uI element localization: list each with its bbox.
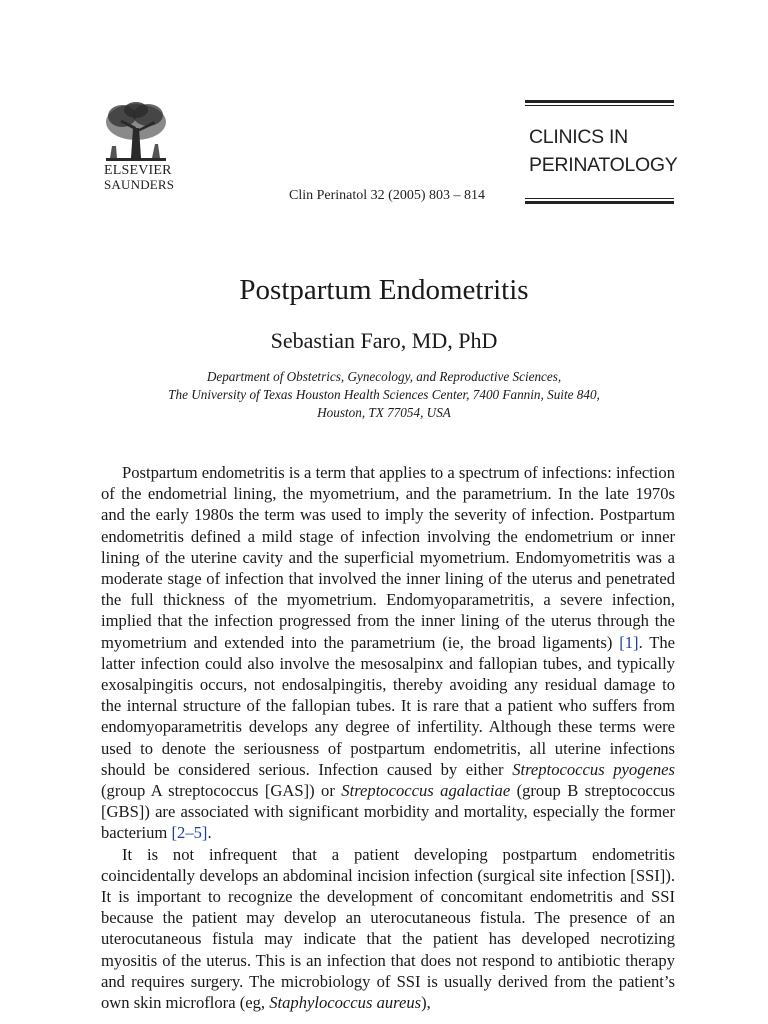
journal-masthead [525, 100, 678, 204]
species-name: Streptococcus pyogenes [512, 759, 675, 779]
text-run: . The latter infection could also involve the mesosalpinx and fallopian tubes, and typically exosalpingitis occurs, not endosalpingitis, thereby avoiding any residual damage to the internal structure of the fallopian tubes. It is rare that a patient who suffers from endomyoparametritis develops any degree of infertility. Although these terms were used to denote the seriousness of postpartum endometritis, all uterine infections should be considered serious. Infection caused by either [101, 632, 676, 779]
text-run: It is not infrequent that a patient developing postpartum endometritis coincidentally develops an abdominal incision infection (surgical site infection [SSI]). It is important to recognize the development of concomitant endometritis and SSI because the patient may develop an uterocutaneous fistula. The presence of an uterocutaneous fistula may indicate that the patient has developed necrotizing myositis of the uterus. This is an infection that does not respond to antibiotic therapy and requires surgery. The microbiology of SSI is usually derived from the patient’s own skin microflora (eg, [101, 844, 675, 1013]
text-run: Postpartum endometritis is a term that applies to a spectrum of infections: infection of the endometrial lining, the myometrium, and the parametrium. In the late 1970s and the early 1980s the term was used to imply the severity of infection. Postpartum endometritis defined a mild stage of infection involving the endometrium or inner lining of the uterine cavity and the superficial myometrium. Endomyometritis was a moderate stage of infection that involved the inner lining of the uterus and penetrated the full thickness of the myometrium. Endomyoparametritis, a severe infection, implied that the infection progressed from the inner lining of the uterus through the myometrium and extended into the parametrium (ie, the broad ligaments) [101, 463, 675, 652]
author-affiliation [0, 368, 768, 422]
journal-title [529, 123, 678, 179]
article-author: Sebastian Faro, MD, PhD [270, 328, 498, 353]
journal-title-line1: CLINICS IN [529, 126, 628, 148]
publisher-name: ELSEVIER [104, 163, 172, 178]
citation-line: Clin Perinatol 32 (2005) 803 – 814 [289, 188, 485, 203]
reference-link[interactable]: [1] [619, 632, 639, 652]
elsevier-tree-icon [100, 100, 172, 164]
reference-link[interactable]: [2–5] [171, 823, 208, 843]
affiliation-line: The University of Texas Houston Health Sciences Center, 7400 Fannin, Suite 840, [168, 387, 600, 402]
journal-title-line2: PERINATOLOGY [529, 154, 678, 176]
species-name: Staphylococcus aureus [269, 993, 422, 1013]
journal-top-rule [525, 100, 674, 106]
publisher-imprint: SAUNDERS [104, 177, 175, 192]
text-run: ), [421, 993, 431, 1013]
text-run: (group A streptococcus [GAS]) or [101, 781, 342, 801]
body-paragraph [101, 462, 675, 844]
article-body [101, 462, 675, 1013]
affiliation-line: Houston, TX 77054, USA [317, 405, 451, 420]
journal-bottom-rule [525, 198, 674, 204]
affiliation-line: Department of Obstetrics, Gynecology, and Reproductive Sciences, [206, 369, 562, 384]
article-title: Postpartum Endometritis [239, 274, 529, 306]
species-name: Streptococcus agalactiae [341, 781, 511, 801]
publisher-logo [100, 100, 176, 192]
text-run: . [207, 823, 212, 843]
text-run: (group B streptococcus [GBS]) are associated with significant morbidity and mortality, especially the former bacterium [101, 781, 675, 843]
body-paragraph [101, 844, 675, 1014]
